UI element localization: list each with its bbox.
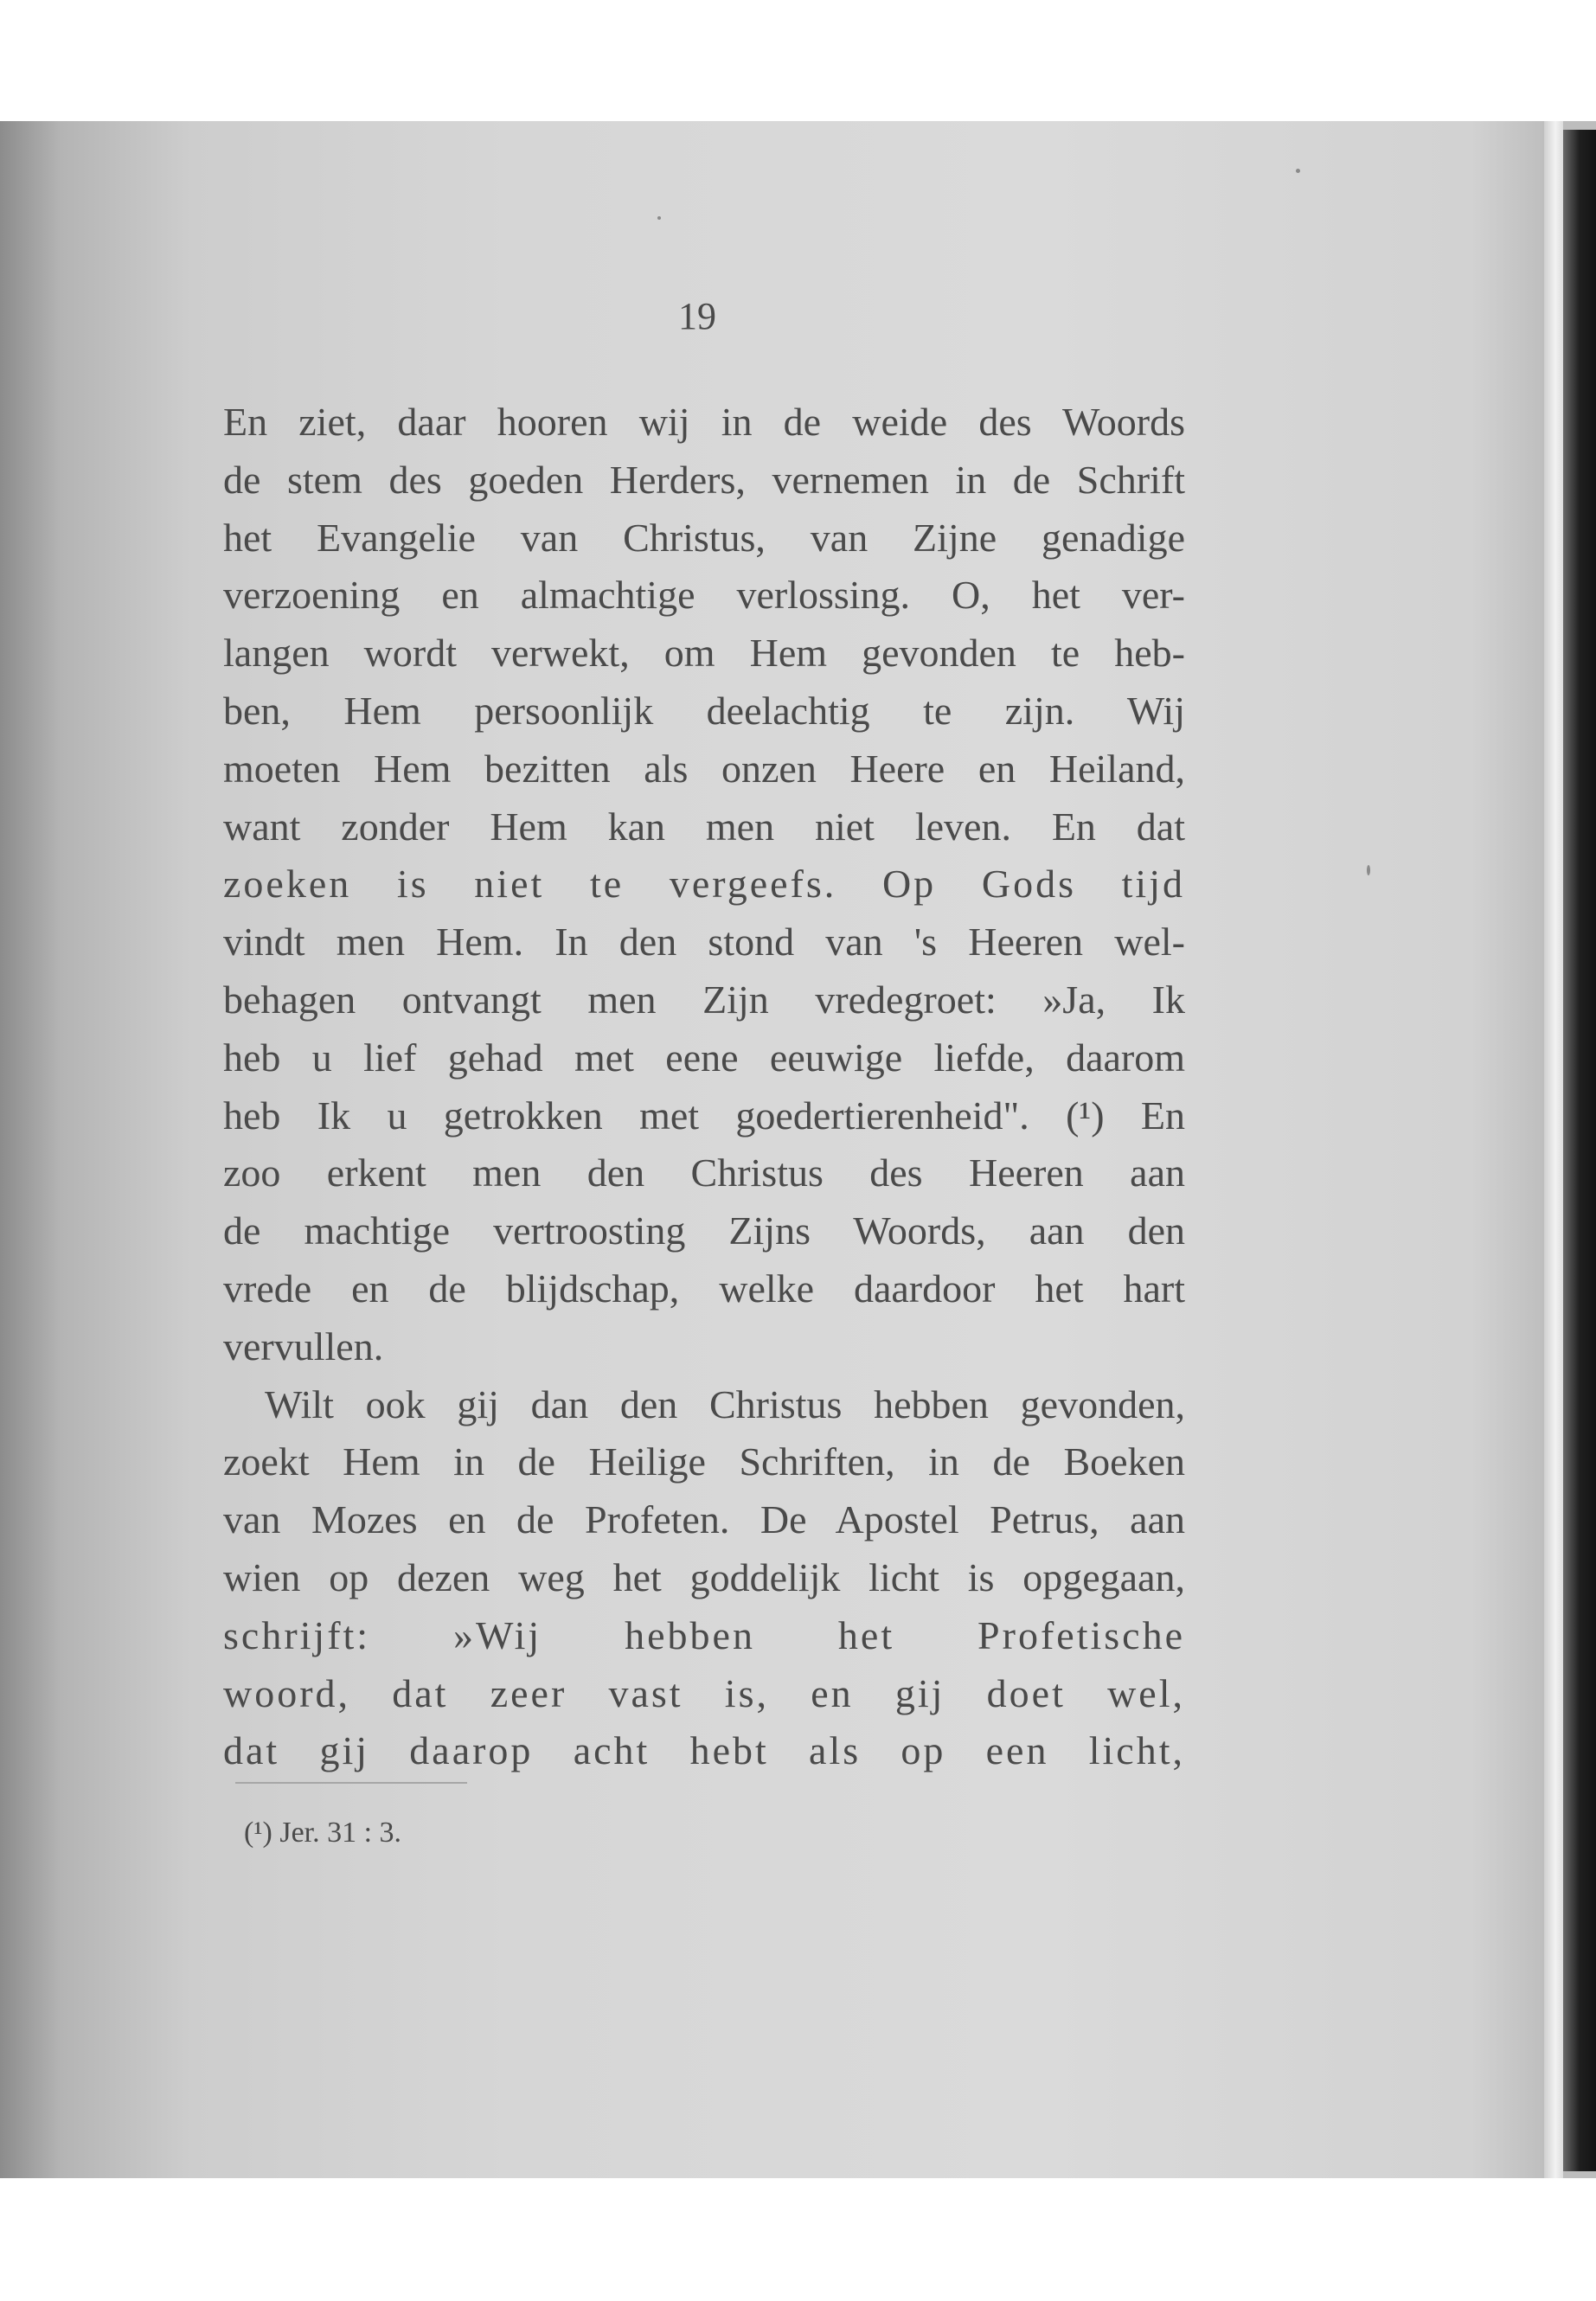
text-line: Wilt ook gij dan den Christus hebben gevonden, (265, 1381, 1185, 1426)
text-line: zoeken is niet te vergeefs. Op Gods tijd (223, 862, 1185, 907)
text-line: ben, Hem persoonlijk deelachtig te zijn. Wij (223, 688, 1185, 733)
body-text (223, 394, 1185, 1780)
text-line: schrijft: »Wij hebben het Profetische (223, 1612, 1185, 1657)
text-line: behagen ontvangt men Zijn vredegroet: »Ja, Ik (223, 977, 1185, 1022)
text-line: heb u lief gehad met eene eeuwige liefde, daarom (223, 1035, 1185, 1080)
page-edge-gap (1544, 121, 1563, 2178)
text-line: het Evangelie van Christus, van Zijne genadige (223, 515, 1185, 560)
text-line: wien op dezen weg het goddelijk licht is opgegaan, (223, 1554, 1185, 1599)
footnote: (¹) Jer. 31 : 3. (244, 1817, 402, 1849)
scan-speck (1367, 865, 1370, 875)
text-line: moeten Hem bezitten als onzen Heere en Heiland, (223, 746, 1185, 791)
text-line: van Mozes en de Profeten. De Apostel Petrus, aan (223, 1497, 1185, 1542)
text-line: dat gij daarop acht hebt als op een licht, (223, 1728, 1185, 1773)
text-line: vindt men Hem. In den stond van 's Heeren wel- (223, 920, 1185, 965)
text-line: zoekt Hem in de Heilige Schriften, in de Boeken (223, 1439, 1185, 1484)
text-line: langen wordt verwekt, om Hem gevonden te heb- (223, 631, 1185, 676)
text-line: woord, dat zeer vast is, en gij doet wel, (223, 1670, 1185, 1715)
text-line: de machtige vertroosting Zijns Woords, aan den (223, 1208, 1185, 1253)
text-line: verzoening en almachtige verlossing. O, het ver- (223, 573, 1185, 618)
scan-speck (1296, 169, 1300, 173)
text-line: de stem des goeden Herders, vernemen in de Schrift (223, 457, 1185, 502)
page-number: 19 (678, 295, 716, 337)
scan-speck (657, 216, 661, 220)
footnote-divider (235, 1782, 467, 1784)
text-line: vervullen. (223, 1324, 384, 1368)
text-line: vrede en de blijdschap, welke daardoor het hart (223, 1266, 1185, 1311)
text-line: heb Ik u getrokken met goedertierenheid". (¹) En (223, 1093, 1185, 1138)
text-line: want zonder Hem kan men niet leven. En dat (223, 804, 1185, 849)
text-line: zoo erkent men den Christus des Heeren aan (223, 1150, 1185, 1195)
book-spine-shadow (1563, 130, 1596, 2171)
text-line: En ziet, daar hooren wij in de weide des Woords (223, 400, 1185, 444)
